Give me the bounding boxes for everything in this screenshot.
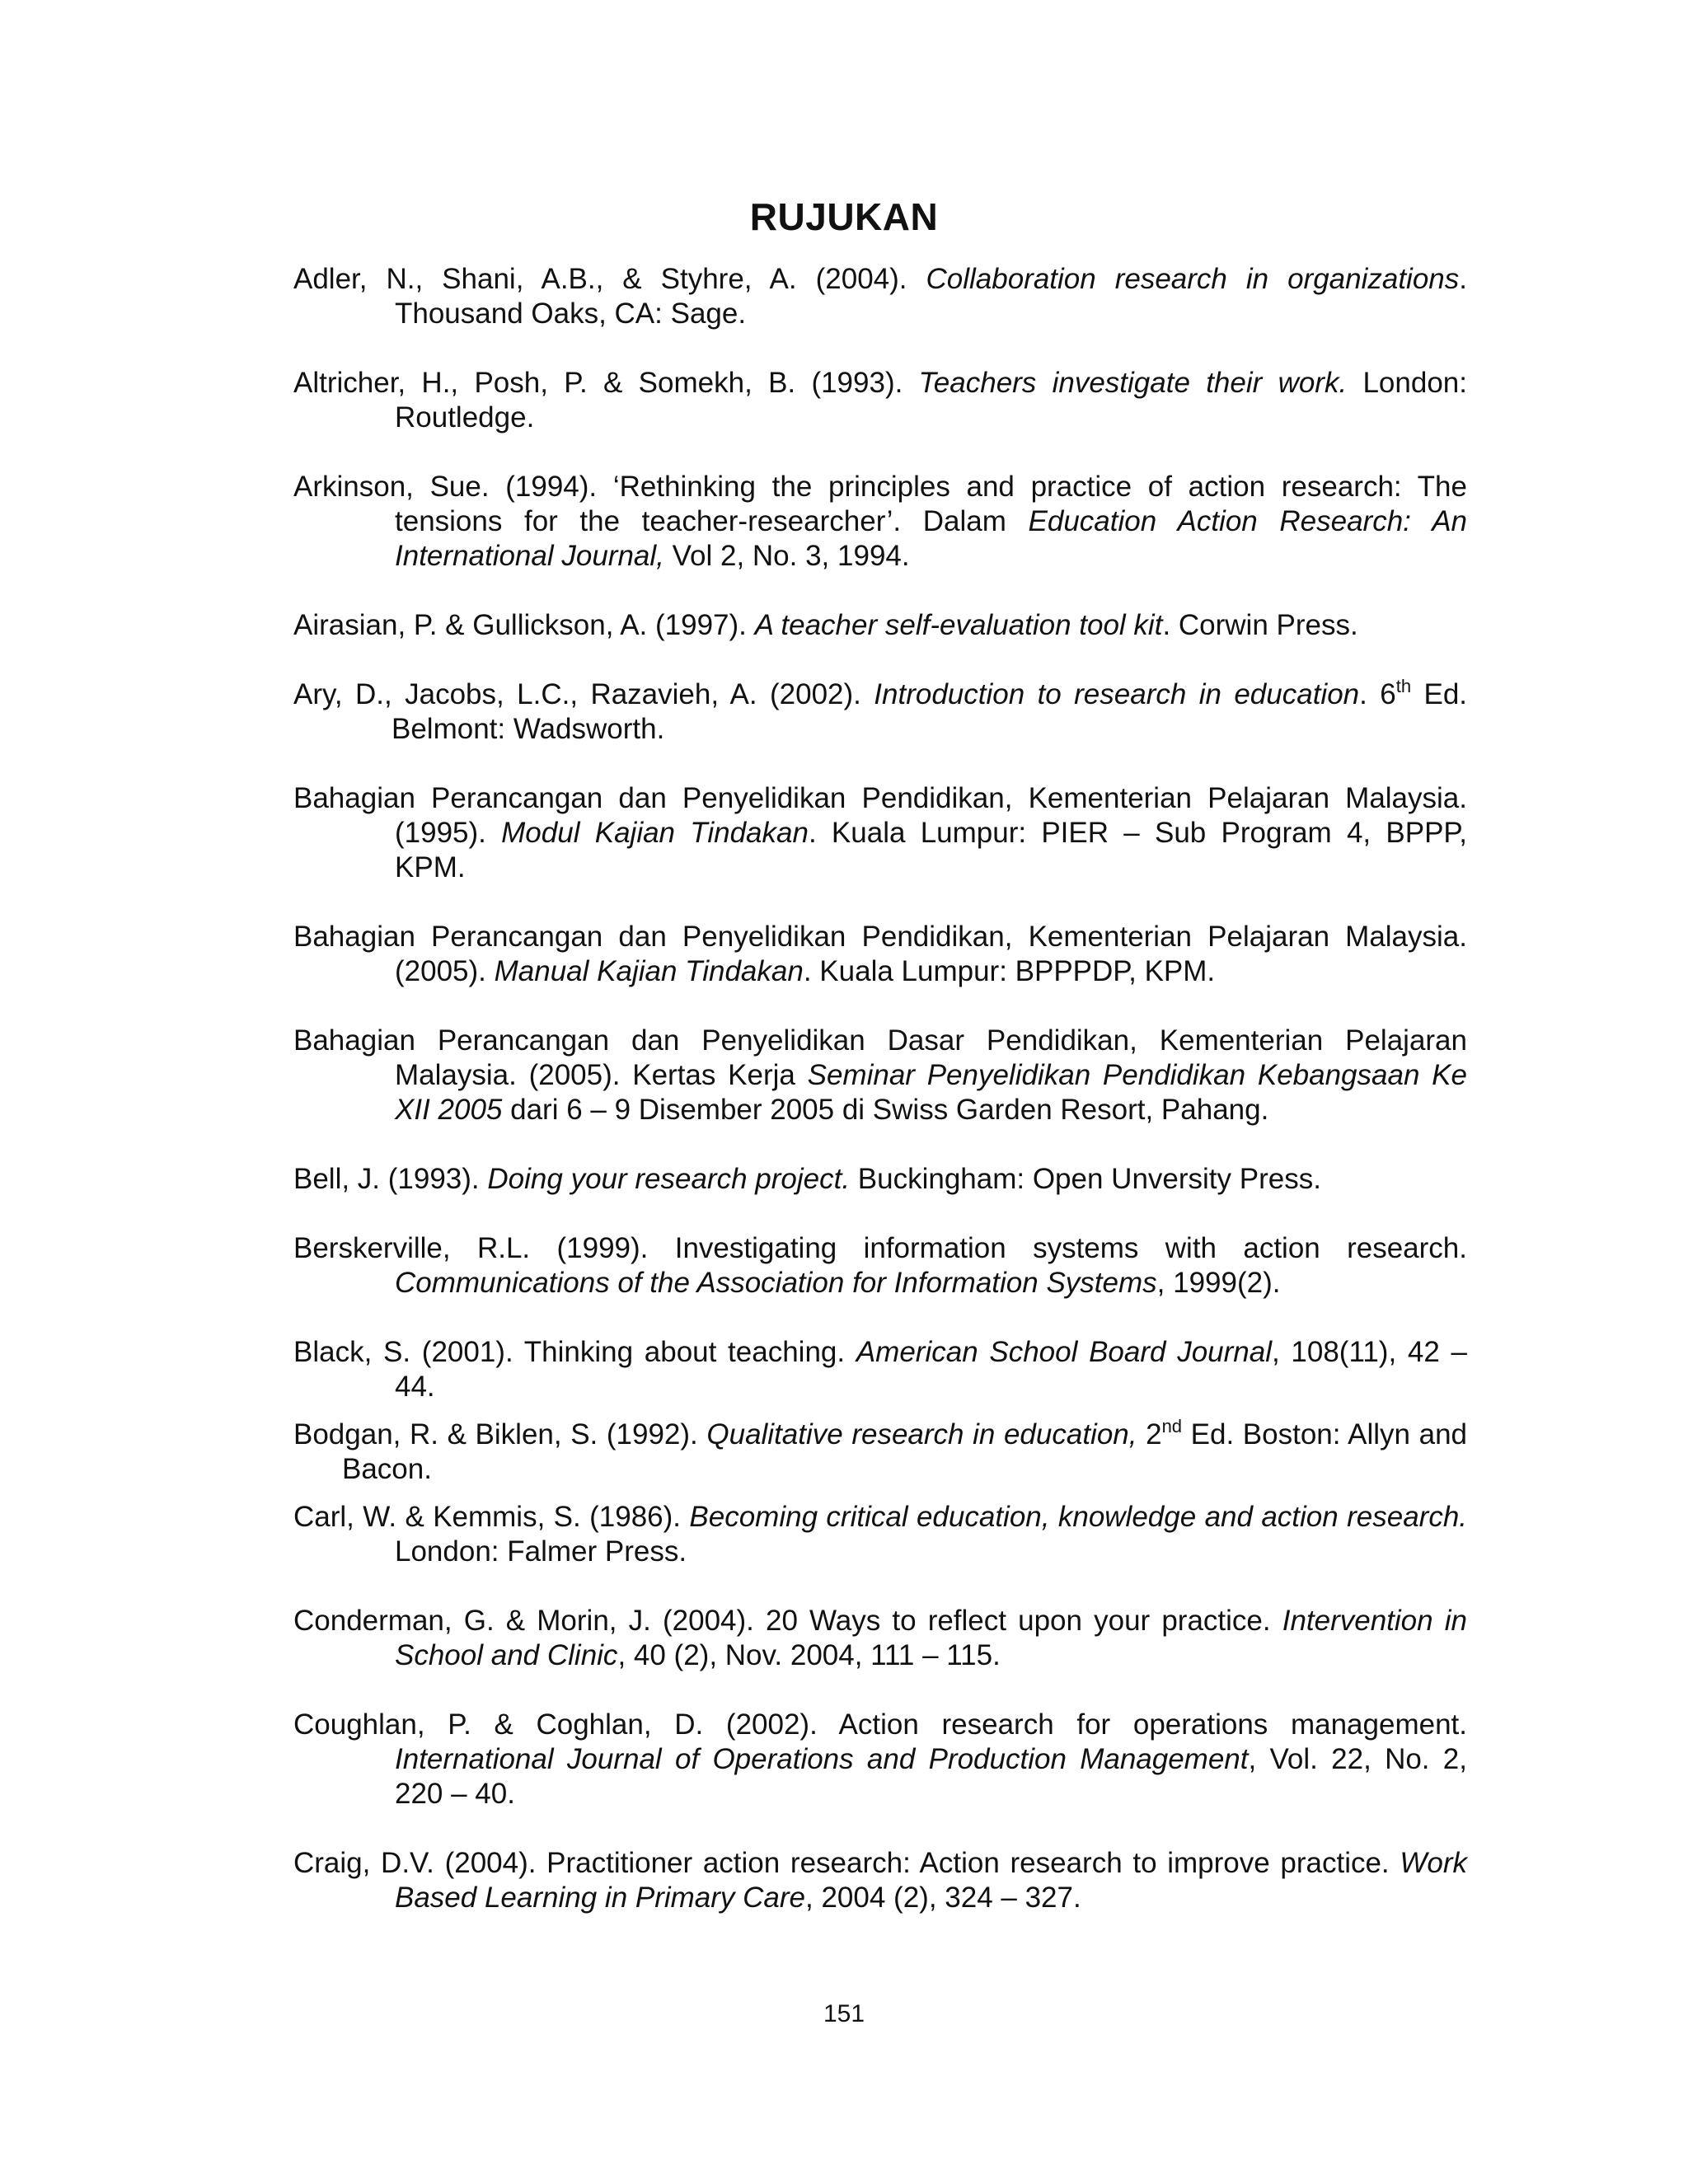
reference-entry: Ary, D., Jacobs, L.C., Razavieh, A. (2002). Introduction to research in education. 6th Ed. Belmont: Wadsworth. [293,676,1468,745]
reference-entry: Bahagian Perancangan dan Penyelidikan Pendidikan, Kementerian Pelajaran Malaysia. (2005). Manual Kajian Tindakan. Kuala Lumpur: BPPPDP, KPM. [293,921,1467,987]
reference-entry: Bahagian Perancangan dan Penyelidikan Dasar Pendidikan, Kementerian Pelajaran Malaysia. (2005). Kertas Kerja Seminar Penyelidikan Pendidikan Kebangsaan Ke XII 2005 dari 6 – 9 Disember 2005 di Swiss Garden Resort, Pahang. [293,1024,1467,1126]
reference-entry: Craig, D.V. (2004). Practitioner action research: Action research to improve practice. Work Based Learning in Primary Care, 2004 (2), 324 – 327. [293,1847,1467,1914]
reference-entry: Black, S. (2001). Thinking about teaching. American School Board Journal, 108(11), 42 – 44. [293,1336,1467,1403]
reference-entry: Bahagian Perancangan dan Penyelidikan Pendidikan, Kementerian Pelajaran Malaysia. (1995). Modul Kajian Tindakan. Kuala Lumpur: PIER – Sub Program 4, BPPP, KPM. [293,782,1467,883]
reference-entry: Bodgan, R. & Biklen, S. (1992). Qualitative research in education, 2nd Ed. Boston: Allyn and Bacon. [293,1416,1468,1485]
reference-list [293,262,1467,1915]
reference-entry: Arkinson, Sue. (1994). ‘Rethinking the principles and practice of action research: The tensions for the teacher-researcher’. Dalam Education Action Research: An International Journal, Vol 2, No. 3, 1994. [293,471,1468,572]
page-number: 151 [823,2000,865,2027]
reference-entry: Bell, J. (1993). Doing your research project. Buckingham: Open Unversity Press. [293,1163,1321,1195]
reference-entry: Berskerville, R.L. (1999). Investigating information systems with action research. Communications of the Association for Information Systems, 1999(2). [293,1232,1467,1299]
reference-entry: Airasian, P. & Gullickson, A. (1997). A teacher self-evaluation tool kit. Corwin Press. [293,609,1358,641]
page-title: RUJUKAN [749,195,939,238]
reference-entry: Adler, N., Shani, A.B., & Styhre, A. (2004). Collaboration research in organizations. Thousand Oaks, CA: Sage. [293,263,1467,330]
reference-entry: Coughlan, P. & Coghlan, D. (2002). Action research for operations management. International Journal of Operations and Production Management, Vol. 22, No. 2, 220 – 40. [293,1708,1467,1810]
reference-entry: Altricher, H., Posh, P. & Somekh, B. (1993). Teachers investigate their work. London: Routledge. [293,367,1467,434]
reference-entry: Conderman, G. & Morin, J. (2004). 20 Ways to reflect upon your practice. Intervention in School and Clinic, 40 (2), Nov. 2004, 111 – 115. [293,1605,1467,1671]
reference-entry: Carl, W. & Kemmis, S. (1986). Becoming critical education, knowledge and action research. London: Falmer Press. [293,1501,1468,1568]
